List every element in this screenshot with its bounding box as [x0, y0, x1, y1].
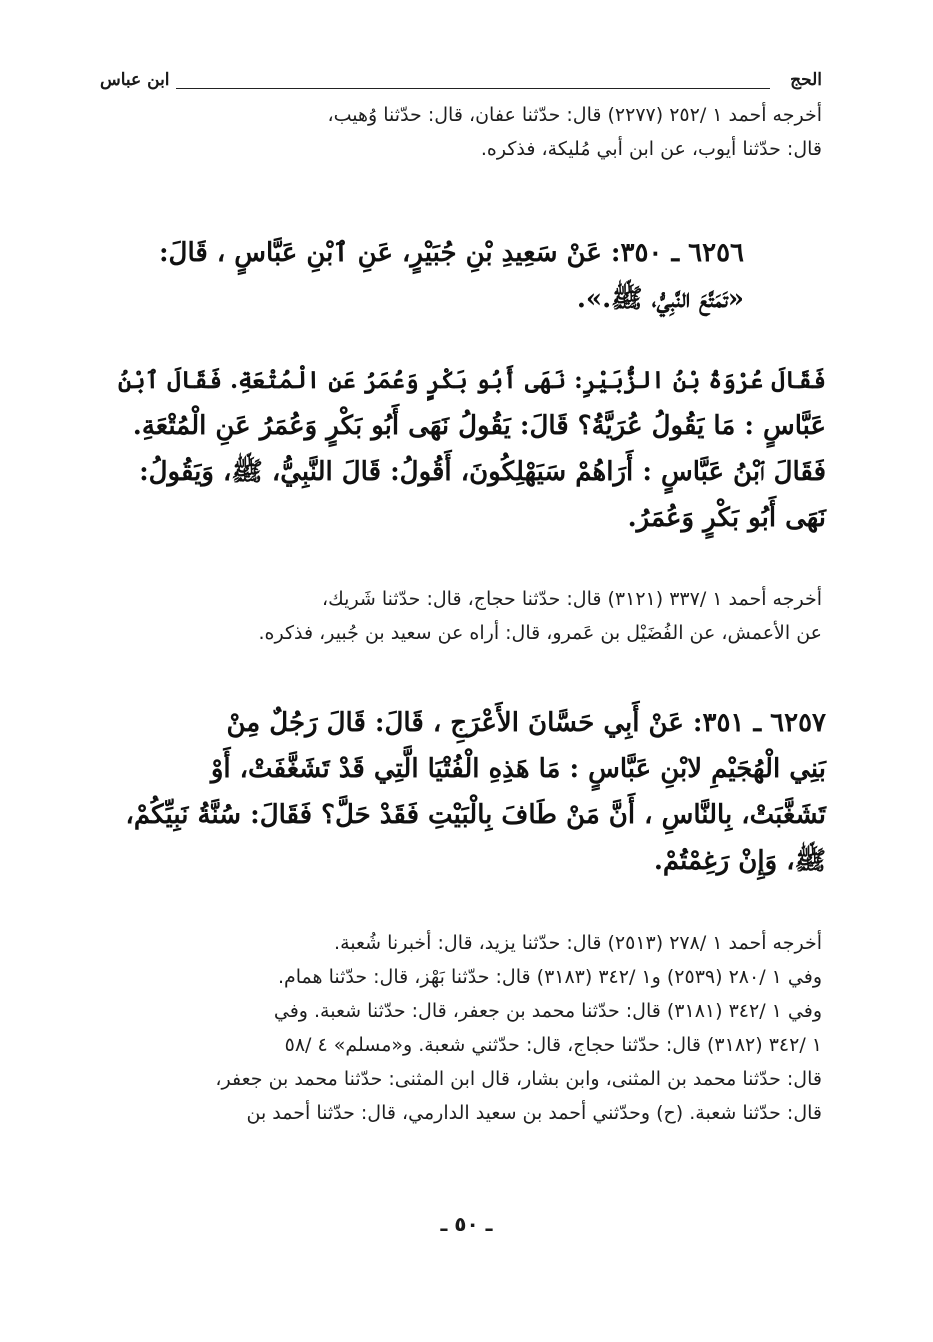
hadith-line: ٦٢٥٦ ـ ٣٥٠: عَنْ سَعِيدِ بْنِ جُبَيْرٍ، عَنِ ٱبْنِ عَبَّاسٍ ، قَالَ: — [158, 238, 744, 268]
section-title: ابن عباس — [100, 70, 176, 90]
note-line: عن الأعمش، عن الفُضَيْل بن عَمرو، قال: أراه عن سعيد بن جُبير، فذكره. — [258, 622, 822, 644]
hadith-line: ﷺ، وَإِنْ رَغِمْتُمْ. — [653, 846, 826, 876]
hadith-text — [150, 230, 744, 322]
hadith-line: عَبَّاسٍ : مَا يَقُولُ عُرَيَّةُ؟ قَالَ: يَقُولُ نَهَى أَبُو بَكْرٍ وَعُمَرُ عَنِ الْمُتْعَةِ. — [132, 411, 826, 441]
hadith-line: تَشَغَّبَتْ، بِالنَّاسِ ، أَنَّ مَنْ طَافَ بِالْبَيْتِ فَقَدْ حَلَّ؟ فَقَالَ: سُنَّةُ نَبِيِّكُمْ، — [125, 800, 826, 830]
note-line: أخرجه أحمد ١ /٢٧٨ (٢٥١٣) قال: حدّثنا يزيد، قال: أخبرنا شُعبة. — [334, 932, 822, 954]
hadith-line: ٦٢٥٧ ـ ٣٥١: عَنْ أَبِي حَسَّانَ الأَعْرَجِ ، قَالَ: قَالَ رَجُلٌ مِنْ — [226, 708, 826, 738]
chapter-title: الحج — [784, 70, 822, 90]
takhrij-note — [110, 926, 822, 1130]
hadith-line: بَنِي الْهُجَيْمِ لابْنِ عَبَّاسٍ : مَا هَذِهِ الْفُتْيَا الَّتِي قَدْ تَشَغَّفَتْ، أَوْ — [210, 754, 826, 784]
note-line: قال: حدّثنا شعبة. (ح) وحدّثني أحمد بن سعيد الدارمي، قال: حدّثنا أحمد بن — [246, 1102, 822, 1124]
hadith-text — [110, 357, 826, 541]
note-line: قال: حدّثنا محمد بن المثنى، وابن بشار، قال ابن المثنى: حدّثنا محمد بن جعفر، — [215, 1068, 822, 1090]
hadith-line: نَهَى أَبُو بَكْرٍ وَعُمَرُ. — [627, 503, 826, 533]
hadith-line: فَقَالَ عُرْوَةُ بْنُ الزُّبَيْرِ: نَهَى أَبُو بَكْرٍ وَعُمَرُ عَنِ الْمُتْعَةِ. فَقَالَ ٱبْنُ — [118, 366, 826, 394]
page-number: ـ ٥٠ ـ — [440, 1212, 493, 1236]
takhrij-note — [110, 98, 822, 166]
note-line: قال: حدّثنا أيوب، عن ابن أبي مُليكة، فذكره. — [480, 138, 822, 160]
header-rule — [170, 88, 770, 89]
note-line: وفي ١ /٢٨٠ (٢٥٣٩) و١ /٣٤٢ (٣١٨٣) قال: حدّثنا بَهْز، قال: حدّثنا همام. — [277, 966, 822, 988]
note-line: ١ /٣٤٢ (٣١٨٢) قال: حدّثنا حجاج، قال: حدّثني شعبة. و«مسلم» ٤ /٥٨ — [284, 1034, 822, 1056]
hadith-text — [110, 700, 826, 884]
note-line: وفي ١ /٣٤٢ (٣١٨١) قال: حدّثنا محمد بن جعفر، قال: حدّثنا شعبة. وفي — [273, 1000, 822, 1022]
takhrij-note — [112, 582, 822, 650]
hadith-line: «تَمَتَّعَ النَّبِيُّ، ﷺ.». — [576, 284, 744, 314]
running-header — [100, 70, 822, 100]
note-line: أخرجه أحمد ١ /٣٣٧ (٣١٢١) قال: حدّثنا حجاج، قال: حدّثنا شَريك، — [322, 588, 822, 610]
note-line: أخرجه أحمد ١ /٢٥٢ (٢٢٧٧) قال: حدّثنا عفان، قال: حدّثنا وُهيب، — [327, 104, 822, 126]
hadith-line: فَقَالَ ٱبْنُ عَبَّاسٍ : أَرَاهُمْ سَيَهْلِكُونَ، أَقُولُ: قَالَ النَّبِيُّ، ﷺ، وَيَقُولُ: — [139, 457, 826, 487]
